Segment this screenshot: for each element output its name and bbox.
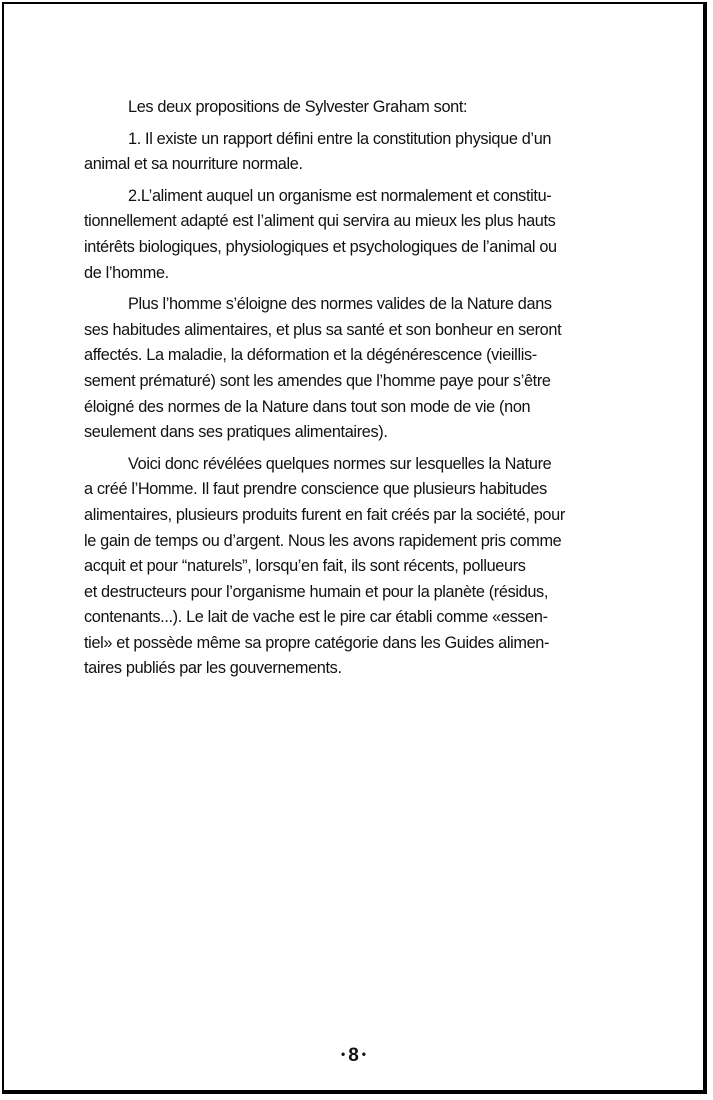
paragraph-4 <box>84 292 619 446</box>
paragraph-5 <box>84 452 619 682</box>
page-number <box>4 1045 703 1067</box>
text-line: animal et sa nourriture normale. <box>84 155 303 174</box>
text-line: Voici donc révélées quelques normes sur lesquelles la Nature <box>128 454 552 473</box>
text-line: affectés. La maladie, la déformation et la dégénérescence (vieillis- <box>84 346 537 365</box>
page-number-value: 8 <box>348 1045 359 1066</box>
text-line: tiel» et possède même sa propre catégorie dans les Guides alimen- <box>84 633 550 652</box>
bullet-dot-icon: • <box>361 1047 366 1061</box>
paragraph-3 <box>84 184 619 286</box>
bullet-dot-icon: • <box>341 1047 346 1061</box>
body-text <box>84 95 619 688</box>
text-line: le gain de temps ou d’argent. Nous les avons rapidement pris comme <box>84 531 562 550</box>
text-line: et destructeurs pour l’organisme humain et pour la planète (résidus, <box>84 582 548 601</box>
text-line: éloigné des normes de la Nature dans tout son mode de vie (non <box>84 397 531 416</box>
text-line: Plus l’homme s’éloigne des normes valides de la Nature dans <box>128 295 552 314</box>
paragraph-2 <box>84 127 619 178</box>
text-line: taires publiés par les gouvernements. <box>84 659 342 678</box>
document-page <box>2 2 707 1094</box>
text-line: contenants...). Le lait de vache est le pire car établi comme «essen- <box>84 608 548 627</box>
text-line: a créé l’Homme. Il faut prendre conscience que plusieurs habitudes <box>84 480 547 499</box>
text-line: sement prématuré) sont les amendes que l’homme paye pour s’être <box>84 371 551 390</box>
text-line: tionnellement adapté est l’aliment qui servira au mieux les plus hauts <box>84 212 556 231</box>
text-line: ses habitudes alimentaires, et plus sa santé et son bonheur en seront <box>84 320 562 339</box>
text-line: intérêts biologiques, physiologiques et psychologiques de l’animal ou <box>84 237 557 256</box>
text-line: seulement dans ses pratiques alimentaires). <box>84 423 388 442</box>
text-line: 2.L’aliment auquel un organisme est normalement et constitu- <box>128 186 552 205</box>
text-line: de l’homme. <box>84 263 169 282</box>
paragraph-1 <box>84 95 619 121</box>
text-line: Les deux propositions de Sylvester Graham sont: <box>128 98 468 116</box>
text-line: acquit et pour “naturels”, lorsqu’en fait, ils sont récents, pollueurs <box>84 557 526 576</box>
text-line: 1. Il existe un rapport défini entre la constitution physique d’un <box>128 129 552 148</box>
text-line: alimentaires, plusieurs produits furent en fait créés par la société, pour <box>84 505 565 524</box>
